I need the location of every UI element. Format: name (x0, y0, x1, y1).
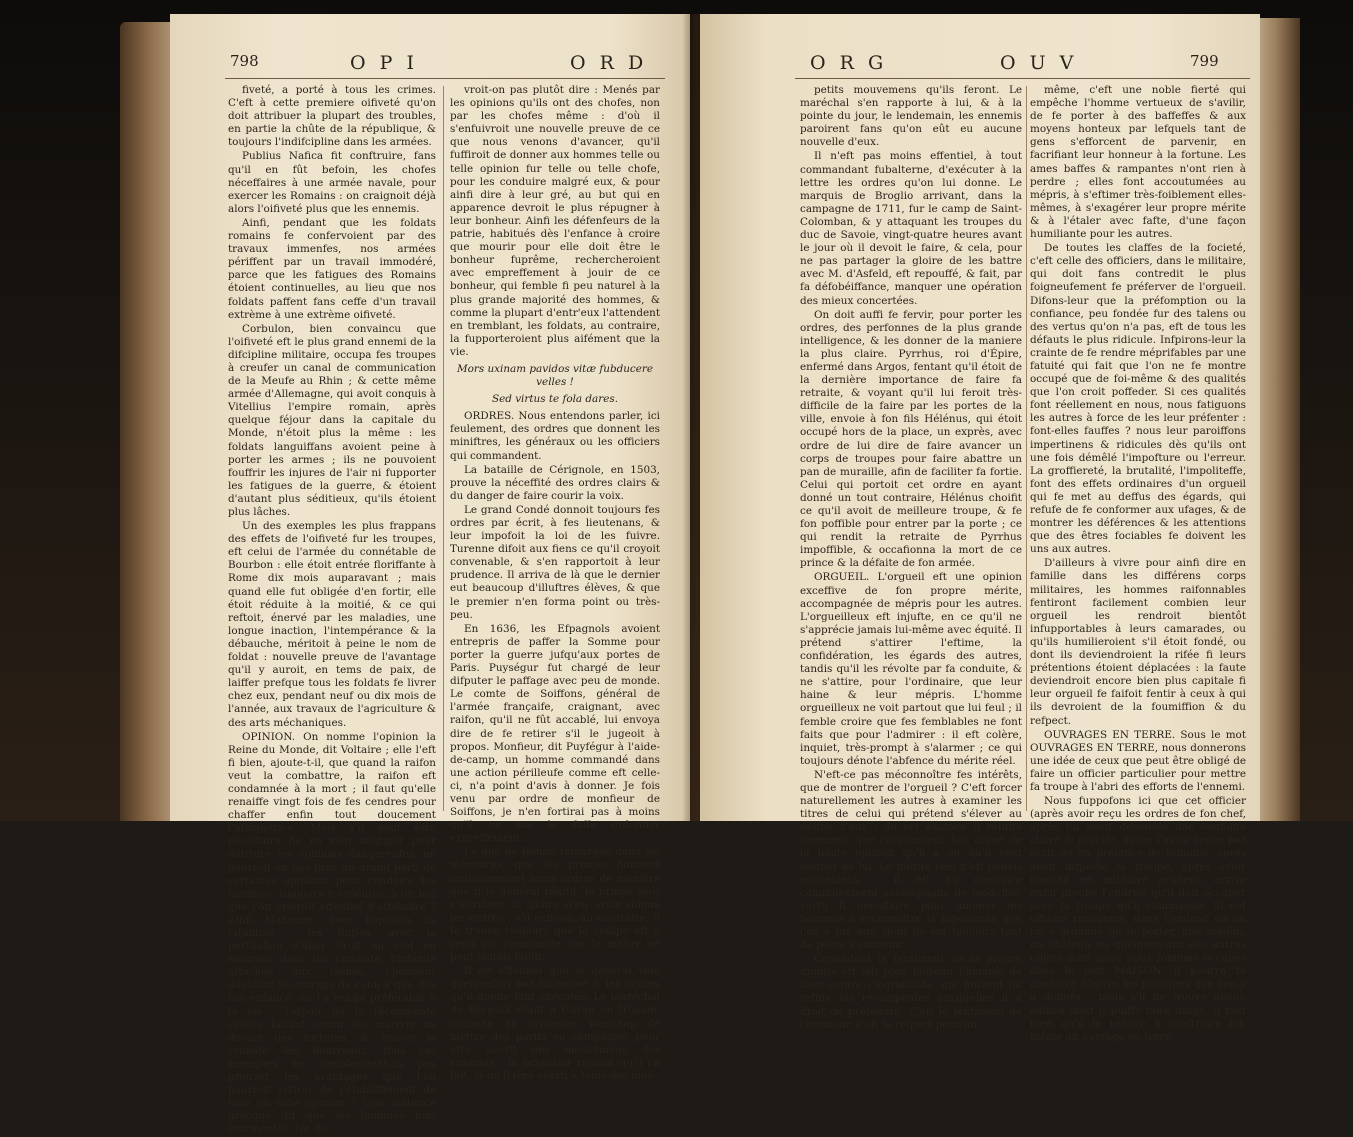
left-page (170, 14, 690, 1136)
paragraph: petits mouvemens qu'ils feront. Le maréchal s'en rapporte à lui, & à la pointe du jour, le lendemain, les ennemis paroirent fans qu'on eût eu aucune nouvelle d'eux. (800, 84, 1022, 149)
page-number-left: 798 (230, 52, 259, 70)
right-column-2 (1030, 84, 1246, 1043)
paragraph: Le grand Condé donnoit toujours fes ordres par écrit, à fes lieutenans, & leur impofoit la loi de les fuivre. Turenne difoit aux fiens ce qu'il croyoit convenable, & s'en rapportoit à leur prudence. Il arriva de là que le dernier eut beaucoup d'illuftres élèves, & que le premier n'en forma point ou très-peu. (450, 503, 660, 621)
paragraph: Il eft effentiel que le général voie quelquefois par lui-même fi les ordres qu'il donne font exécutés. Le maréchal de Berwick étant à Cuvan en Irlande, ordonne au brigadier Wanchop de mettre des partis en campagne, pour être averti des mouvemens des ennemis : le brigadier répond qu'il l'a fait, & qu'il fera averti à tems des plus (450, 965, 660, 1082)
header-rule-left (225, 78, 665, 79)
page-number-right: 799 (1190, 52, 1219, 70)
column-rule-left (443, 86, 444, 811)
paragraph: vroit-on pas plutôt dire : Menés par les opinions qu'ils ont des chofes, non par les chofes même : d'où il s'enfuivroit une nouvelle preuve de ce que nous venons d'avancer, qu'il fuffiroit de donner aux hommes telle ou telle opinion fur telle ou telle chofe, pour les conduire malgré eux, & pour ainfi dire à leur gré, au but qui en apparence devroit le plus répugner à leur bonheur. Ainfi les défenfeurs de la patrie, habitués dès l'enfance à croire que mourir pour elle doit être le bonheur fuprême, rechercheroient avec empreffement à jouir de ce bonheur, qui femble fi peu naturel à la plus grande majorité des hommes, & comme la plupart d'entr'eux l'attendent en tremblant, les foldats, au contraire, la fupporteroient plus aifément que la vie. (450, 84, 660, 358)
paragraph: même, c'eft une noble fierté qui empêche l'homme vertueux de s'avilir, de fe porter à des baffeffes & aux moyens honteux par lefquels tant de gens s'efforcent de parvenir, en facrifiant leur honneur à la fortune. Les ames baffes & rampantes n'ont rien à perdre ; elles font accoutumées au mépris, à s'eftimer très-foiblement elles-mêmes, à s'exagérer leur propre mérite & à l'étaler avec fafte, d'une façon humiliante pour les autres. (1030, 84, 1246, 241)
running-head-right-2: O U V (1000, 52, 1078, 74)
paragraph: De toutes les claffes de la focieté, c'eft celle des officiers, dans le militaire, qui doit fans contredit le plus foigneufement fe préferver de l'orgueil. Difons-leur que la préfomption ou la confiance, peu fondée fur des talens ou des vertus qu'on n'a pas, eft de tous les défauts le plus ridicule. Infpirons-leur la crainte de fe rendre méprifables par une fatuité qui fait que l'on ne fe montre occupé que de foi-même & des qualités que l'on croit poffeder. Si ces qualités font réellement en nous, nous fatiguons les autres à force de les leur préfenter : font-elles fauffes ? nous leur paroiffons impertinens & ridicules dès qu'ils ont une fois démêlé l'impofture ou l'erreur. La groffiereté, la brutalité, l'impoliteffe, font des effets ordinaires d'un orgueil qui fe met au deffus des égards, qui refufe de fe conformer aux ufages, & de montrer les déférences & les attentions que des êtres fociables fe doivent les uns aux autres. (1030, 242, 1246, 556)
entry-ordres: ORDRES. Nous entendons parler, ici feulement, des ordres que donnent les miniftres, les généraux ou les officiers qui commandent. (450, 410, 660, 462)
paragraph: Un des exemples les plus frappans des effets de l'oifiveté fur les troupes, eft celui de l'armée du connétable de Bourbon : elle étoit entrée floriffante à Rome dix mois auparavant ; mais quand elle fut obligée d'en fortir, elle étoit réduite à la moitié, & ce qui reftoit, énervé par les maladies, une longue inaction, l'intempérance & la débauche, méritoit à peine le nom de foldat : nouvelle preuve de l'avantage qu'il y auroit, en tems de paix, de laiffer prefque tous les foldats fe livrer chez eux, pendant neuf ou dix mois de l'année, aux travaux de l'agriculture & des arts méchaniques. (228, 520, 436, 729)
paragraph: Nous fuppofons ici que cet officier (après avoir reçu les ordres de fon chef, après lui avoir demandé une configne claire & précife, après l'avoir reçue par écrit ou en préfence de témoins, après avoir infpecté fa troupe, après avoir marché en militaire prudent) arrive enfin proche l'endroit qu'il doit occuper avec la troupe qu'il commande. Si cet officier rencontre, dans l'endroit où on lui a ordonné de fe porter, une maifon, un château ou quelques-uns des autres objets dont nous nous fommes occupés dans le mot MAISON, il pourra fe conduire d'après les principes que l'on y a donnés ; mais s'il ne trouve aucun édifice dont il puiffe faire ufage, il faut bien qu'il fe réfolve à conftruire lui-même un ouvrage en terre, (1030, 795, 1246, 1043)
paragraph: Il n'eft pas moins effentiel, à tout commandant fubalterne, d'exécuter à la lettre les ordres qu'on lui donne. Le marquis de Broglio arrivant, dans la campagne de 1711, fur le camp de Saint-Colomban, & y attaquant les troupes du duc de Savoie, vingt-quatre heures avant le jour où il devoit le faire, & cela, pour ne pas partager la gloire de les battre avec M. d'Asfeld, eft repouffé, & fait, par fa défobéiffance, manquer une opération des mieux concertées. (800, 150, 1022, 307)
verse-line: Mors uxinam pavidos vitæ fubducere velles ! (456, 362, 654, 389)
paragraph: Cependant le fentiment de fa propre dignité eft fait pour foutenir l'homme de bien contre l'ingratitude, qui fouvent lui refufe les récompenfes auxquelles il a droit de prétendre. C'eft le fentiment de l'honneur, c'eft le refpect pour lui- (800, 953, 1022, 1031)
running-head-left-1: O P I (350, 52, 418, 74)
paragraph: Corbulon, bien convaincu que l'oifiveté eft le plus grand ennemi de la difcipline militaire, occupa fes troupes à creufer un canal de communication de la Meufe au Rhin ; & cette même armée d'Allemagne, qui avoit conquis à Vitellius l'empire romain, après quelque féjour dans la capitale du Monde, n'étoit plus la même : les foldats languiffans avoient peine à porter les armes ; ils ne pouvoient fouffrir les injures de l'air ni fupporter les fatigues de la guerre, & étoient d'autant plus séditieux, qu'ils étoient plus lâches. (228, 322, 436, 518)
paragraph: La bataille de Cérignole, en 1503, prouve la néceffité des ordres clairs & du danger de faire courir la voix. (450, 463, 660, 502)
verse-line: Sed virtus te fola dares. (491, 393, 619, 406)
paragraph: Le duc de Rohan remarque dans fes mémoires, que les princes donnent ordinairement leurs ordres de manière que fi le général réuffit, le prince veut s'attribuer la gloire d'en avoir donné les ordres ; s'il échoue, au contraire, il fe trouve toujours que la coulpe eft à celui qui commande, car le maître ne peut jamais faillir. (450, 846, 660, 964)
paragraph: On doit auffi fe fervir, pour porter les ordres, des perfonnes de la plus grande intelligence, & les donner de la maniere la plus claire. Pyrrhus, roi d'Épire, enfermé dans Argos, fentant qu'il étoit de la dernière importance de faire fa retraite, & voyant qu'il lui feroit très-difficile de la faire par les portes de la ville, envoie à fon fils Hélénus, qui étoit occupé hors de la place, un exprès, avec ordre de lui dire de faire avancer un corps de troupes pour faire abattre un pan de muraille, afin de faciliter fa fortie. Celui qui portoit cet ordre en ayant donné un tout contraire, Hélénus choifit ce qu'il avoit de meilleure troupe, & fe fon poffible pour entrer par la porte ; ce qui rendit la retraite de Pyrrhus impoffible, & occafionna la mort de ce prince & la défaite de fon armée. (800, 308, 1022, 570)
left-column-2 (450, 84, 660, 1082)
paragraph: D'ailleurs à vivre pour ainfi dire en famille dans les différens corps militaires, les hommes raifonnables fentiront facilement combien leur orgueil les rendroit bientôt infupportables à leurs camarades, ou qu'ils humilieroient s'il étoit fondé, ou dont ils deviendroient la rifée fi leurs prétentions étoient déplacées : la faute deviendroit encore bien plus capitale fi leur orgueil fe faifoit fentir à ceux à qui ils devroient de la foumiffion & du refpect. (1030, 557, 1246, 727)
entry-ouvrages-en-terre: OUVRAGES EN TERRE. Sous le mot OUVRAGES EN TERRE, nous donnerons une idée de ceux que peut être obligé de faire un officier particulier pour mettre fa troupe à l'abri des efforts de l'ennemi. (1030, 728, 1246, 793)
entry-orgueil: ORGUEIL. L'orgueil eft une opinion exceffive de fon propre mérite, accompagnée de mépris pour les autres. L'orgueilleux eft injufte, en ce qu'il ne s'apprécie jamais lui-même avec équité. Il prétend s'attirer l'eftime, la confidération, les égards des autres, tandis qu'il les révolte par fa conduite, & ne s'attire, pour l'ordinaire, que leur haine & leur mépris. L'homme orgueilleux ne voit partout que lui feul ; il femble croire que fes femblables ne font faits que pour l'admirer : il eft colère, inquiet, très-prompt à s'alarmer ; ce qui toujours dénote l'abfence du mérite réel. (800, 571, 1022, 767)
paragraph: En 1636, les Efpagnols avoient entrepris de paffer la Somme pour porter la guerre jufqu'aux portes de Paris. Puységur fut chargé de leur difputer le paffage avec peu de monde. Le comte de Soiffons, général de l'armée françaife, craignant, avec raifon, qu'il ne fût accablé, lui envoya dire de fe retirer s'il le jugeoit à propos. Monfieur, dit Puyfégur à l'aide-de-camp, un homme commandé dans une action périlleufe comme eft celle-ci, n'a point d'avis à donner. Je fois venu par ordre de monfieur de Soiffons, je n'en fortirai pas à moins qu'il ne me le faffe ordonner expreffément. (450, 622, 660, 845)
entry-opinion: OPINION. On nomme l'opinion la Reine du Monde, dit Voltaire ; elle l'eft fi bien, ajoute-t-il, que quand la raifon veut la combattre, la raifon eft condamnée à la mort ; il faut qu'elle renaiffe vingt fois de fes cendres pour chaffer enfin tout doucement l'ufurpatrice. Mais s'il peut être néceffaire de ne rien négliger pour détruire les opinions dangereufes, ne pourroit-on pas tirer un grand parti de certaines opinions pour conduire les hommes, toujours fi crédules, à un but que l'on croiroit effentiel d'atteindre ? Ainfi Mahomet, avec l'opinion du fatalifme ; les Ruffes, avec la perfuafion d'aller droit au ciel en mourant dans les combats, l'infamie attachée aux lâches, l'honneur doublant le courage de celui à qui, dès fon enfance, on l'a rendu préférable à la vie ; l'efpoir de la récompenfe célefte faifant courir les martyrs au devant des tortures, & braver la cruauté des bourreaux, tous ces exemples ne fembleroient-ils pas prouver les avantages que l'on pourroit retirer de l'établiffement de telle ou telle opinion ? Une fentence grecque dit que les hommes font tourmentés, Ne de- (228, 730, 436, 1136)
running-head-left-2: O R D (570, 52, 648, 74)
right-column-1 (800, 84, 1022, 1031)
header-rule-right (795, 78, 1250, 79)
column-rule-right (1026, 86, 1027, 811)
right-page-header (700, 52, 1260, 78)
right-page (700, 14, 1260, 1043)
paragraph: Publius Nafica fit conftruire, fans qu'il en fût befoin, les chofes néceffaires à une armée navale, pour exercer les Romains : on craignoit déjà alors l'oifiveté plus que les ennemis. (228, 150, 436, 215)
running-head-right-1: O R G (810, 52, 888, 74)
paragraph: fiveté, a porté à tous les crimes. C'eft à cette premiere oifiveté qu'on doit attribuer la plupart des troubles, en partie la chûte de la république, & toujours l'indifcipline dans les armées. (228, 84, 436, 149)
left-column-1 (228, 84, 436, 1136)
paragraph: Ainfi, pendant que les foldats romains fe confervoient par des travaux immenfes, nos armées périffent par un travail immodéré, parce que les fatigues des Romains étoient continuelles, au lieu que nos foldats paffent fans ceffe d'un travail extrème à une extrème oifiveté. (228, 216, 436, 321)
paragraph: N'eft-ce pas méconnoître fes intérêts, que de montrer de l'orgueil ? C'eft forcer naturellement les autres à examiner les titres de celui qui prétend s'élever au deffus d'eux : de cet examen il réfulte rarement que l'orgueilleux foit digne de la haute opinion qu'il a ou qu'il veut donner de lui. Le mérite réel n'eft jamais orgueilleux ; il eft au contraire communément accompagné de modeftie, vertu fi néceffaire pour amener les hommes à reconnoître la fupériorité que l'on a fur eux, dont ils ont toujours tant de peine à convenir. (800, 768, 1022, 952)
left-page-header (170, 52, 690, 78)
